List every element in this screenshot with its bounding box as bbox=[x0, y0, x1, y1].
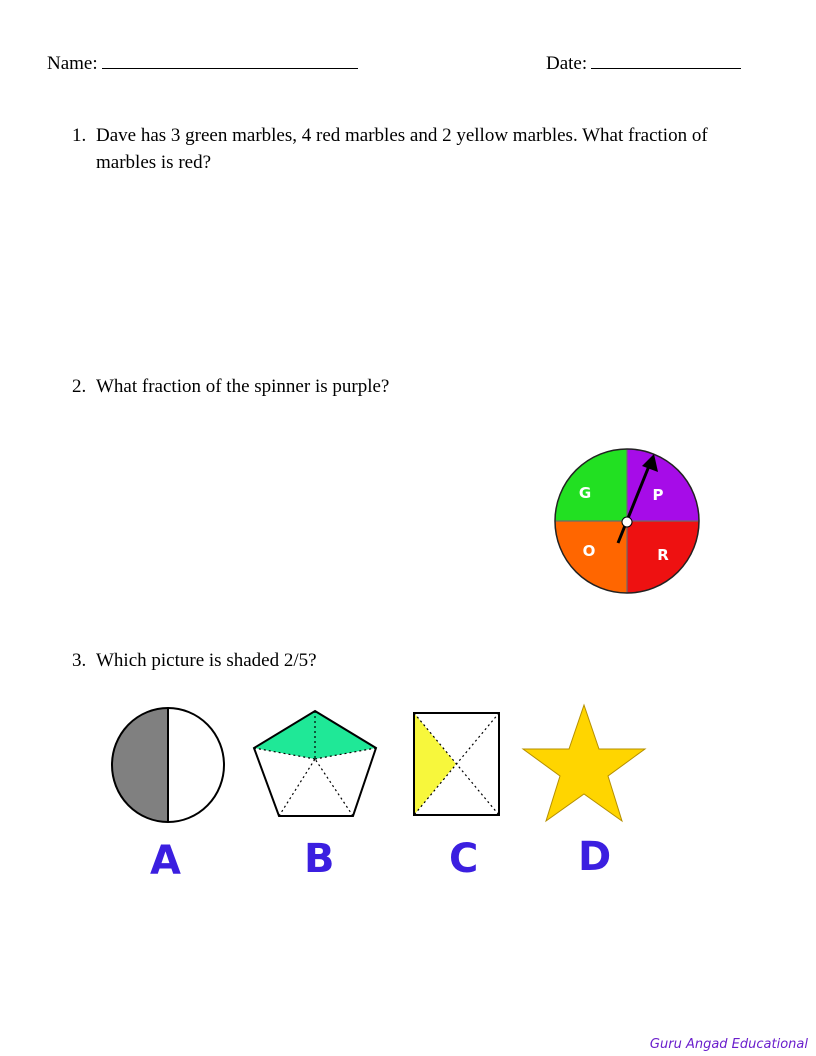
spinner-letter-p: P bbox=[652, 486, 664, 504]
question-2 bbox=[72, 373, 772, 400]
name-label: Name: bbox=[47, 53, 98, 74]
rectangle-shaded-triangle bbox=[414, 713, 456, 815]
spinner bbox=[554, 448, 700, 594]
spinner-pivot bbox=[622, 517, 632, 527]
date-blank-line[interactable] bbox=[591, 50, 741, 69]
date-label: Date: bbox=[546, 53, 588, 74]
question-number: 3. bbox=[72, 650, 87, 671]
question-3 bbox=[72, 647, 772, 674]
choice-b-pentagon[interactable] bbox=[252, 708, 380, 820]
choice-label-c[interactable]: C bbox=[449, 836, 479, 882]
circle-unshaded-half bbox=[168, 708, 224, 822]
question-text: Which picture is shaded 2/5? bbox=[96, 650, 317, 671]
circle-shaded-half bbox=[112, 708, 168, 822]
pentagon-shaded-part-1 bbox=[315, 711, 376, 759]
choice-c-rectangle[interactable] bbox=[413, 712, 501, 816]
question-text: What fraction of the spinner is purple? bbox=[96, 376, 390, 397]
footer-credit: Guru Angad Educational bbox=[649, 1037, 808, 1052]
choice-label-a[interactable]: A bbox=[150, 838, 181, 884]
question-number: 1. bbox=[72, 125, 87, 146]
spinner-letter-r: R bbox=[657, 546, 669, 564]
question-1 bbox=[72, 122, 772, 176]
spinner-section-purple bbox=[627, 449, 699, 521]
pentagon-shaded-part-2 bbox=[254, 711, 315, 759]
choice-a-circle[interactable] bbox=[110, 706, 228, 822]
choice-d-star[interactable] bbox=[521, 703, 647, 823]
question-text: Dave has 3 green marbles, 4 red marbles and 2 yellow marbles. What fraction of marbles is red? bbox=[96, 125, 708, 173]
choice-label-d[interactable]: D bbox=[578, 834, 612, 880]
star-icon bbox=[523, 705, 645, 821]
spinner-letter-o: O bbox=[582, 542, 596, 560]
name-field bbox=[47, 50, 358, 75]
spinner-letter-g: G bbox=[578, 484, 592, 502]
question-number: 2. bbox=[72, 376, 87, 397]
name-blank-line[interactable] bbox=[102, 50, 358, 69]
choice-label-b[interactable]: B bbox=[304, 836, 335, 882]
date-field bbox=[546, 50, 741, 75]
